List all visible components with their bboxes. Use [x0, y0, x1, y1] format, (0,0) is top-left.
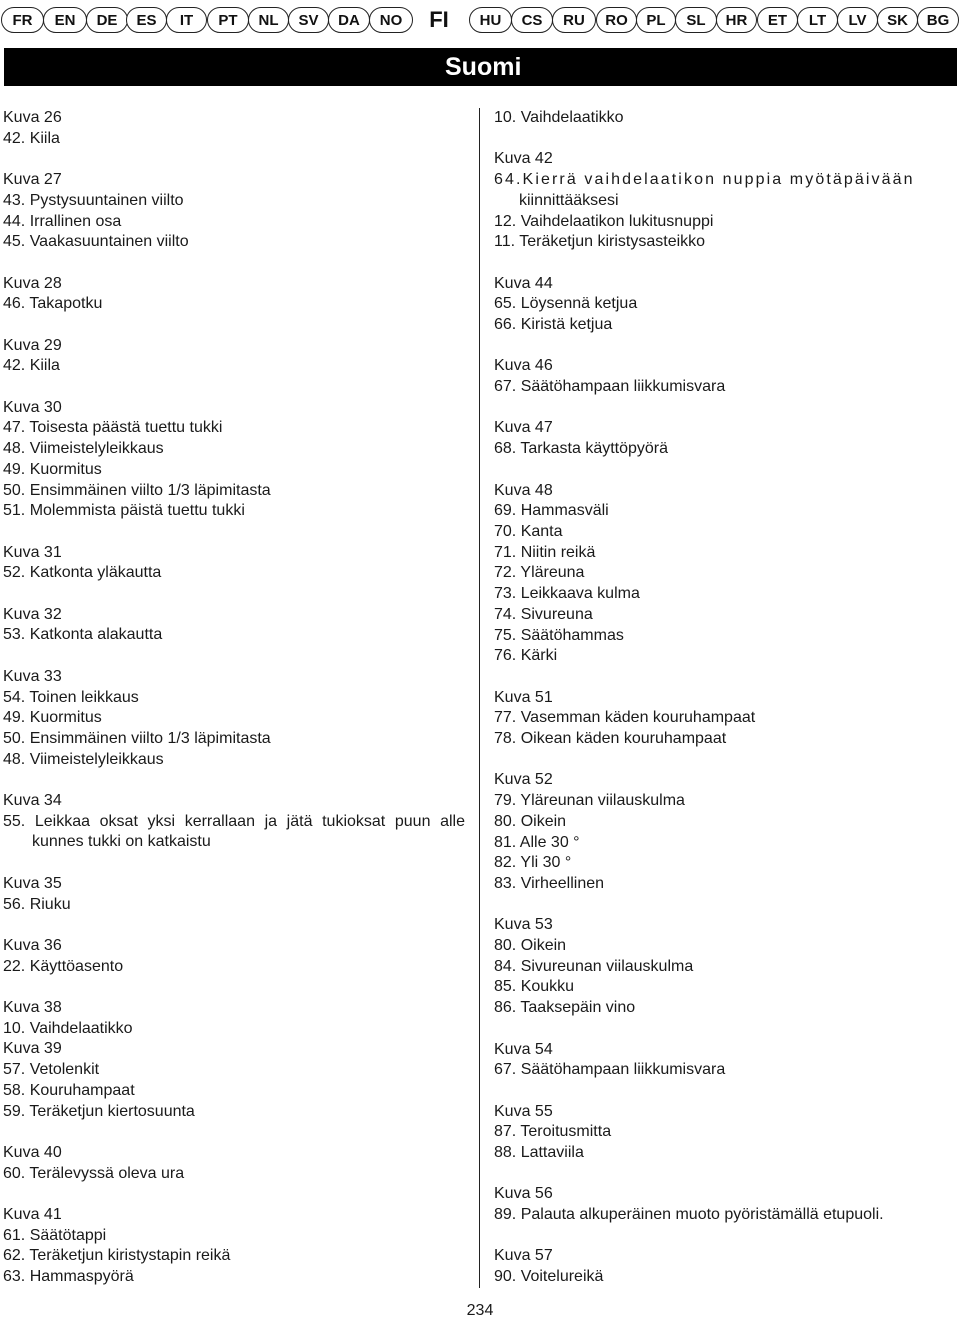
- list-item: 77. Vasemman käden kouruhampaat: [494, 709, 756, 727]
- figure-heading: Kuva 27: [3, 171, 62, 189]
- list-item: 55. Leikkaa oksat yksi kerrallaan ja jätä tukioksat puun alle kunnes tukki on katkaistu: [3, 812, 465, 851]
- list-item: 60. Terälevyssä oleva ura: [3, 1164, 185, 1182]
- list-item: 73. Leikkaava kulma: [494, 585, 640, 603]
- language-sv-button[interactable]: SV: [288, 7, 329, 33]
- list-item: 71. Niitin reikä: [494, 543, 596, 561]
- list-item: 47. Toisesta päästä tuettu tukki: [3, 419, 223, 437]
- list-item: 52. Katkonta yläkautta: [3, 564, 162, 582]
- list-group: [3, 274, 465, 315]
- list-item: 67. Säätöhampaan liikkumisvara: [494, 378, 726, 396]
- language-et-button[interactable]: ET: [757, 7, 798, 33]
- list-item: 63. Hammaspyörä: [3, 1268, 134, 1286]
- list-group: [3, 336, 465, 377]
- list-item: 53. Katkonta alakautta: [3, 626, 163, 644]
- list-group: [494, 915, 957, 1019]
- figure-heading: Kuva 30: [3, 398, 62, 416]
- list-item: 59. Teräketjun kiertosuunta: [3, 1102, 195, 1120]
- figure-heading: Kuva 36: [3, 936, 62, 954]
- list-item: 46. Takapotku: [3, 295, 103, 313]
- figure-heading: Kuva 44: [494, 274, 553, 292]
- list-group: [494, 770, 957, 894]
- list-item: 43. Pystysuuntainen viilto: [3, 191, 184, 209]
- language-fr-button[interactable]: FR: [1, 7, 44, 33]
- figure-heading: Kuva 31: [3, 543, 62, 561]
- language-lv-button[interactable]: LV: [837, 7, 878, 33]
- language-nl-button[interactable]: NL: [248, 7, 289, 33]
- list-item: 82. Yli 30 °: [494, 854, 572, 872]
- list-item: 58. Kouruhampaat: [3, 1081, 135, 1099]
- list-item: 50. Ensimmäinen viilto 1/3 läpimitasta: [3, 729, 271, 747]
- list-item: 72. Yläreuna: [494, 564, 585, 582]
- language-de-button[interactable]: DE: [86, 7, 128, 33]
- language-sl-button[interactable]: SL: [675, 7, 717, 33]
- list-item: 74. Sivureuna: [494, 605, 593, 623]
- list-item: 12. Vaihdelaatikon lukitusnuppi: [494, 212, 714, 230]
- list-item: 89. Palauta alkuperäinen muoto pyöristämällä etupuoli.: [494, 1206, 884, 1224]
- list-item: 42. Kiila: [3, 357, 60, 375]
- language-hr-button[interactable]: HR: [716, 7, 757, 33]
- list-group: [494, 149, 957, 253]
- language-da-button[interactable]: DA: [328, 7, 370, 33]
- language-bg-button[interactable]: BG: [917, 7, 959, 33]
- list-item: 51. Molemmista päistä tuettu tukki: [3, 502, 245, 520]
- list-group: [3, 1143, 465, 1184]
- list-item: 48. Viimeistelyleikkaus: [3, 750, 164, 768]
- list-item: 80. Oikein: [494, 812, 567, 830]
- language-cs-button[interactable]: CS: [511, 7, 553, 33]
- list-item: 49. Kuormitus: [3, 709, 102, 727]
- language-hu-button[interactable]: HU: [469, 7, 512, 33]
- list-item: 56. Riuku: [3, 895, 71, 913]
- figure-heading: Kuva 40: [3, 1143, 62, 1161]
- figure-heading: Kuva 48: [494, 481, 553, 499]
- list-group: [3, 874, 465, 915]
- list-group: [494, 274, 957, 336]
- right-column: [494, 108, 957, 1309]
- list-group: [494, 1184, 957, 1225]
- figure-heading: Kuva 26: [3, 109, 62, 126]
- figure-heading: Kuva 42: [494, 150, 553, 168]
- language-selector: [0, 7, 960, 35]
- list-group: [494, 418, 957, 459]
- list-item: 64.Kierrä vaihdelaatikon nuppia myötäpäivään: [494, 171, 915, 189]
- figure-heading: Kuva 54: [494, 1040, 553, 1058]
- figure-heading: Kuva 38: [3, 999, 62, 1017]
- list-item: 75. Säätöhammas: [494, 626, 624, 644]
- figure-heading: Kuva 46: [494, 357, 553, 375]
- language-it-button[interactable]: IT: [166, 7, 207, 33]
- list-item: 42. Kiila: [3, 129, 60, 147]
- list-item: 10. Vaihdelaatikko: [494, 109, 624, 126]
- figure-heading: Kuva 51: [494, 688, 553, 706]
- list-item: 83. Virheellinen: [494, 874, 605, 892]
- list-item: 45. Vaakasuuntainen viilto: [3, 233, 189, 251]
- figure-heading: Kuva 47: [494, 419, 553, 437]
- list-item: 66. Kiristä ketjua: [494, 316, 613, 333]
- figure-heading: Kuva 33: [3, 667, 62, 685]
- list-item: 81. Alle 30 °: [494, 833, 580, 851]
- list-item: 67. Säätöhampaan liikkumisvara: [494, 1061, 726, 1079]
- page-title: Suomi: [445, 53, 522, 81]
- figure-heading: Kuva 41: [3, 1206, 62, 1224]
- language-fi-button[interactable]: FI: [429, 7, 449, 32]
- figure-heading: Kuva 34: [3, 792, 62, 810]
- list-group: [3, 998, 465, 1039]
- language-lt-button[interactable]: LT: [797, 7, 838, 33]
- list-group: [3, 791, 465, 853]
- list-group: [3, 398, 465, 522]
- figure-heading: Kuva 57: [494, 1247, 553, 1265]
- section-banner: [4, 48, 957, 86]
- figure-heading: Kuva 32: [3, 605, 62, 623]
- list-group: [3, 667, 465, 771]
- language-pt-button[interactable]: PT: [207, 7, 249, 33]
- figure-heading: Kuva 35: [3, 874, 62, 892]
- list-group: [494, 688, 957, 750]
- figure-heading: Kuva 55: [494, 1102, 553, 1120]
- list-item: 85. Koukku: [494, 978, 575, 996]
- list-item: 90. Voitelureikä: [494, 1268, 604, 1286]
- figure-heading: Kuva 29: [3, 336, 62, 354]
- figure-heading: Kuva 39: [3, 1040, 62, 1058]
- column-divider: [479, 108, 480, 1288]
- list-group: [3, 1205, 465, 1288]
- list-item: 44. Irrallinen osa: [3, 212, 122, 230]
- list-item: 54. Toinen leikkaus: [3, 688, 139, 706]
- list-item: 62. Teräketjun kiristystapin reikä: [3, 1247, 231, 1265]
- list-group: [3, 1039, 465, 1122]
- list-item: 80. Oikein: [494, 937, 567, 954]
- list-item: 22. Käyttöasento: [3, 957, 124, 975]
- list-group: [494, 1246, 957, 1287]
- list-item: 61. Säätötappi: [3, 1226, 107, 1244]
- list-item: 84. Sivureunan viilauskulma: [494, 957, 694, 975]
- list-item: kiinnittääksesi: [519, 191, 619, 209]
- list-group: [3, 936, 465, 977]
- list-group: [3, 170, 465, 253]
- list-item: 76. Kärki: [494, 647, 558, 665]
- list-item: 88. Lattaviila: [494, 1144, 584, 1161]
- figure-heading: Kuva 28: [3, 274, 62, 292]
- language-pl-button[interactable]: PL: [636, 7, 676, 33]
- list-item: 65. Löysennä ketjua: [494, 295, 638, 313]
- language-ru-button[interactable]: RU: [552, 7, 596, 33]
- language-no-button[interactable]: NO: [369, 7, 413, 33]
- list-item: 11. Teräketjun kiristysasteikko: [494, 233, 706, 251]
- language-ro-button[interactable]: RO: [596, 7, 637, 33]
- figure-heading: Kuva 56: [494, 1185, 553, 1203]
- list-group: [494, 1040, 957, 1081]
- language-sk-button[interactable]: SK: [877, 7, 918, 33]
- list-group: [3, 543, 465, 584]
- list-group: [494, 356, 957, 397]
- list-item: 68. Tarkasta käyttöpyörä: [494, 440, 669, 458]
- list-item: 78. Oikean käden kouruhampaat: [494, 730, 727, 747]
- list-group: [494, 481, 957, 667]
- language-en-button[interactable]: EN: [43, 7, 87, 33]
- figure-heading: Kuva 52: [494, 771, 553, 789]
- list-group: [494, 108, 957, 129]
- list-item: 57. Vetolenkit: [3, 1061, 100, 1079]
- list-item: 87. Teroitusmitta: [494, 1123, 612, 1141]
- list-group: [3, 108, 465, 149]
- list-group: [3, 605, 465, 646]
- list-item: 10. Vaihdelaatikko: [3, 1019, 133, 1037]
- page-number: 234: [466, 1302, 494, 1319]
- language-es-button[interactable]: ES: [126, 7, 167, 33]
- figure-heading: Kuva 53: [494, 916, 553, 934]
- list-item: 70. Kanta: [494, 522, 563, 540]
- list-item: 48. Viimeistelyleikkaus: [3, 440, 164, 458]
- list-item: 50. Ensimmäinen viilto 1/3 läpimitasta: [3, 481, 271, 499]
- list-group: [494, 1102, 957, 1164]
- list-item: 49. Kuormitus: [3, 460, 102, 478]
- left-column: [3, 108, 465, 1309]
- list-item: 69. Hammasväli: [494, 502, 609, 520]
- list-item: 79. Yläreunan viilauskulma: [494, 792, 685, 810]
- list-item: 86. Taaksepäin vino: [494, 999, 636, 1017]
